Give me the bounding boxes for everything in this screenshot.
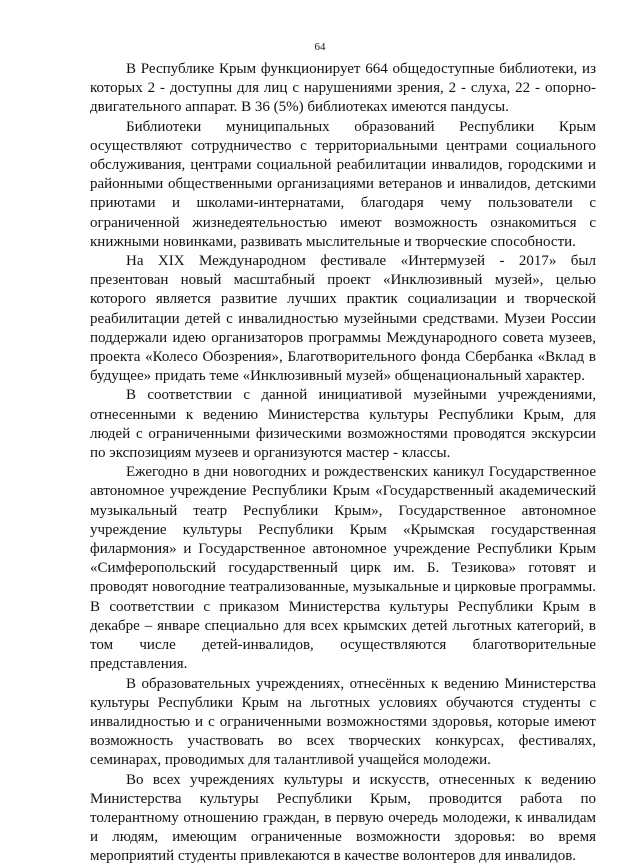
paragraph-tolerance-work: Во всех учреждениях культуры и искусств, отнесенных к ведению Министерства культуры Республики Крым, проводится работа по толерантному отношению граждан, в первую очередь молодежи, к инвалидам и людям, имеющим ограниченные возможности здоровья: во время мероприятий студенты привлекаются в качестве волонтеров для инвалидов. bbox=[90, 771, 596, 865]
paragraph-intermuseum-festival: На XIX Международном фестивале «Интермузей - 2017» был презентован новый масштабный проект «Инклюзивный музей», целью которого является развитие лучших практик социализации и творческой реабилитации детей с инвалидностью музейными средствами. Музеи России поддержали идею организаторов программы Международного совета музеев, проекта «Колесо Обозрения», Благотворительного фонда Сбербанка «Вклад в будущее» придать теме «Инклюзивный музей» общенациональный характер. bbox=[90, 253, 596, 385]
paragraph-holiday-programs: Ежегодно в дни новогодних и рождественских каникул Государственное автономное учреждение Республики Крым «Государственный академический музыкальный театр Республики Крым», Государственное автономное учреждение культуры Республики Крым «Крымская государственная филармония» и Государственное автономное учреждение Республики Крым «Симферопольский государственный цирк им. Б. Тезикова» готовят и проводят новогодние театрализованные, музыкальные и цирковые программы. В соответствии с приказом Министерства культуры Республики Крым в декабре – январе специально для всех крымских детей льготных категорий, в том числе детей-инвалидов, осуществляются благотворительные представления. bbox=[90, 464, 596, 673]
paragraph-libraries: В Республике Крым функционирует 664 общедоступные библиотеки, из которых 2 - доступны для лиц с нарушениями зрения, 2 - слуха, 22 - опорно-двигательного аппарат. В 36 (5%) библиотеках имеются пандусы. bbox=[90, 61, 596, 116]
paragraph-museum-excursions: В соответствии с данной инициативой музейными учреждениями, отнесенными к ведению Министерства культуры Республики Крым, для людей с ограниченными физическими возможностями проводятся экскурсии по экспозициям музеев и организуются мастер - классы. bbox=[90, 387, 596, 462]
paragraph-municipal-libraries: Библиотеки муниципальных образований Республики Крым осуществляют сотрудничество с территориальными центрами социального обслуживания, центрами социальной реабилитации инвалидов, городскими и районными общественными организациями ветеранов и инвалидов, детскими приютами и школами-интернатами, благодаря чему пользователи с ограниченной жизнедеятельностью имеют возможность ознакомиться с книжными новинками, развивать мыслительные и творческие способности. bbox=[90, 118, 596, 250]
body-text bbox=[90, 60, 596, 867]
paragraph-educational-institutions: В образовательных учреждениях, отнесённых к ведению Министерства культуры Республики Крым на льготных условиях обучаются студенты с инвалидностью и с ограниченными возможностями здоровья, которые имеют возможность участвовать во всех творческих конкурсах, фестивалях, семинарах, проводимых для талантливой учащейся молодежи. bbox=[90, 675, 596, 769]
page-number: 64 bbox=[314, 41, 326, 53]
